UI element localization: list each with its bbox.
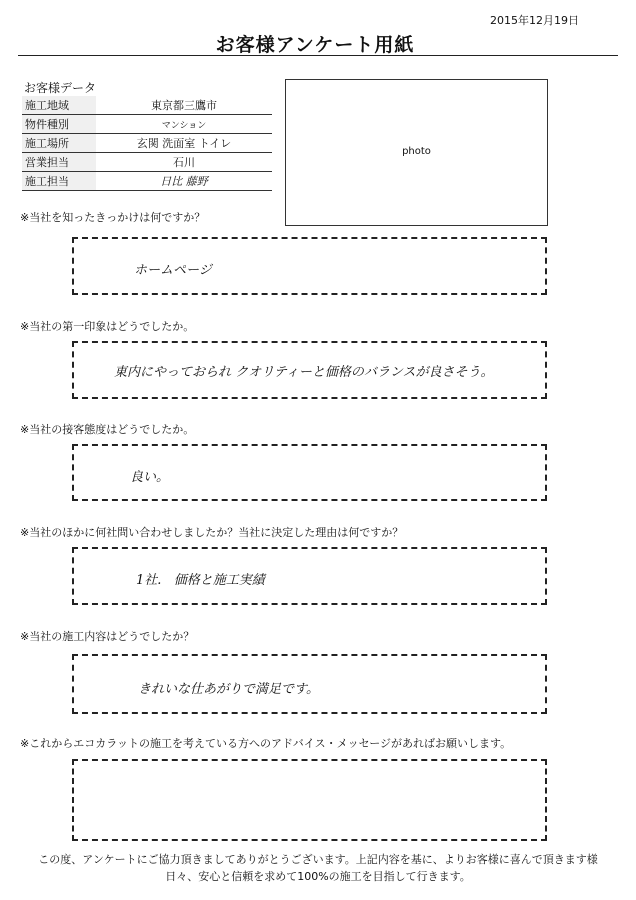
answer-box-4	[72, 547, 547, 605]
table-row	[22, 153, 272, 172]
question-4: ※当社のほかに何社問い合わせしましたか？当社に決定した理由は何ですか？	[20, 526, 404, 539]
answer-5: きれいな仕あがりで満足です。	[138, 682, 319, 697]
footer-line-2: 日々、安心と信頼を求めて100%の施工を目指して行きます。	[165, 870, 471, 883]
survey-date: 2015年12月19日	[490, 14, 579, 27]
answer-4: 1社. 価格と施工実績	[136, 573, 265, 588]
row-value: 日比 藤野	[96, 172, 272, 191]
table-row	[22, 96, 272, 115]
answer-box-2	[72, 341, 547, 399]
row-label: 施工地域	[22, 96, 96, 115]
row-value: 玄関 洗面室 トイレ	[96, 134, 272, 153]
row-label: 営業担当	[22, 153, 96, 172]
customer-data-table	[22, 96, 272, 191]
row-value: 石川	[96, 153, 272, 172]
answer-box-3	[72, 444, 547, 501]
table-row	[22, 115, 272, 134]
photo-label: photo	[402, 146, 431, 157]
answer-box-5	[72, 654, 547, 714]
title-divider	[18, 55, 618, 56]
page-title: お客様アンケート用紙	[215, 34, 415, 56]
row-label: 施工場所	[22, 134, 96, 153]
question-1: ※当社を知ったきっかけは何ですか？	[20, 211, 206, 224]
table-row	[22, 172, 272, 191]
table-row	[22, 134, 272, 153]
answer-1: ホームページ	[134, 263, 212, 278]
answer-2: 東内にやっておられ クオリティーと価格のバランスが良さそう。	[114, 365, 494, 380]
answer-3: 良い。	[130, 470, 170, 485]
row-label: 物件種別	[22, 115, 96, 134]
question-6: ※これからエコカラットの施工を考えている方へのアドバイス・メッセージがあればお願いします。	[20, 737, 512, 750]
customer-data-heading: お客様データ	[24, 81, 97, 95]
question-2: ※当社の第一印象はどうでしたか。	[20, 320, 195, 333]
question-3: ※当社の接客態度はどうでしたか。	[20, 423, 195, 436]
footer-message	[10, 851, 626, 885]
question-5: ※当社の施工内容はどうでしたか？	[20, 630, 195, 643]
footer-line-1: この度、アンケートにご協力頂きましてありがとうございます。上記内容を基に、よりお客様に喜んで頂きます様	[38, 853, 598, 866]
answer-box-6	[72, 759, 547, 841]
row-label: 施工担当	[22, 172, 96, 191]
answer-box-1	[72, 237, 547, 295]
row-value: マンション	[96, 115, 272, 134]
row-value: 東京都三鷹市	[96, 96, 272, 115]
